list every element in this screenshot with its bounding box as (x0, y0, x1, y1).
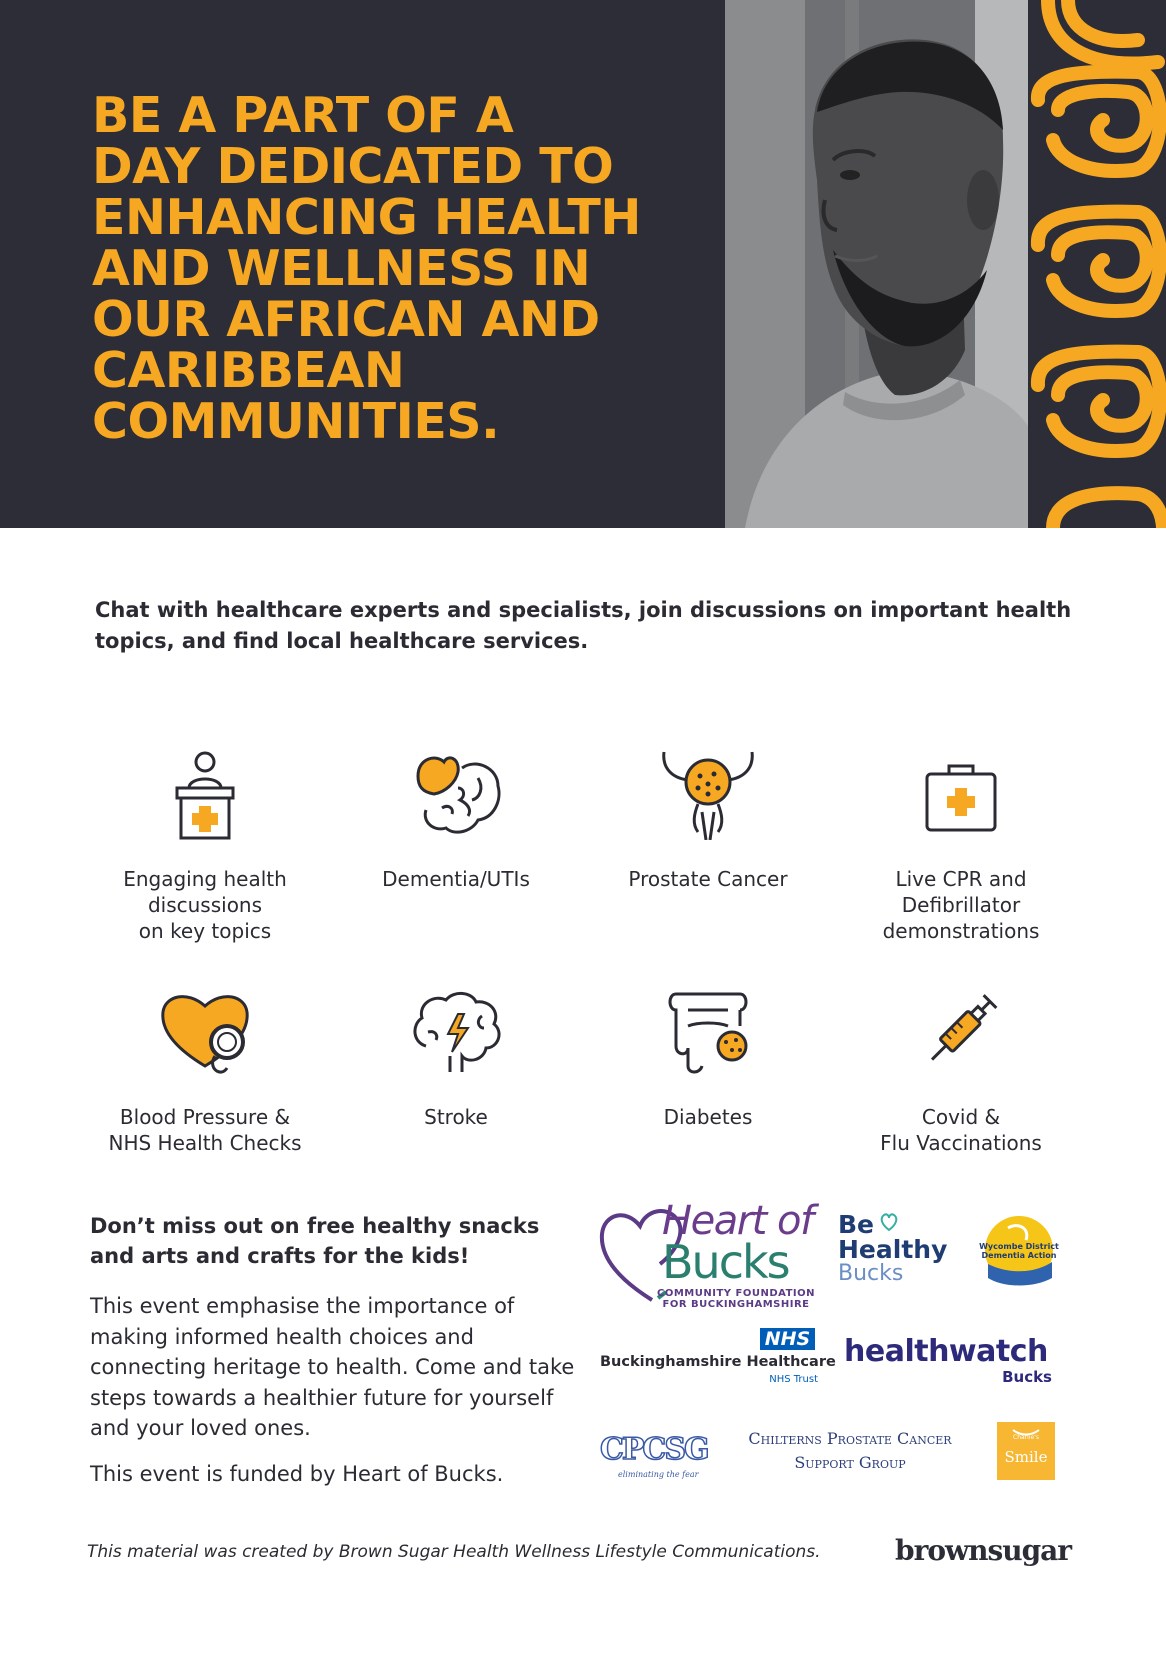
topic-stroke (346, 986, 566, 1130)
charlies-smile-logo (997, 1422, 1055, 1480)
logo-text: Smile (1004, 1448, 1048, 1466)
topic-label: Blood Pressure & NHS Health Checks (108, 1105, 302, 1155)
topic-diabetes (598, 986, 818, 1130)
topic-label: Covid & Flu Vaccinations (880, 1105, 1042, 1155)
prostate-icon (658, 748, 758, 840)
logo-text: Charlie's (1013, 1434, 1039, 1441)
logo-text: Wycombe District (979, 1242, 1059, 1251)
intestine-icon (658, 986, 758, 1078)
topic-label: Dementia/UTIs (382, 867, 530, 891)
logo-text: eliminating the fear (618, 1470, 699, 1479)
topic-prostate-cancer (598, 748, 818, 892)
nhs-badge: NHS (760, 1328, 815, 1350)
cpcsg-logo (600, 1430, 708, 1482)
logo-text: healthwatch (844, 1334, 1048, 1369)
wycombe-dementia-action-logo (978, 1214, 1060, 1286)
logo-text: Support Group (794, 1453, 906, 1472)
logo-text: NHS Trust (769, 1374, 818, 1385)
tribal-pattern (1028, 0, 1166, 528)
presenter-podium-icon (165, 748, 245, 840)
logo-text: Dementia Action (981, 1251, 1057, 1260)
logo-text: CPCSG (600, 1432, 708, 1467)
logo-text: Chilterns Prostate Cancer (748, 1429, 952, 1448)
topic-blood-pressure (95, 986, 315, 1156)
chilterns-prostate-cancer-logo (735, 1428, 965, 1478)
topic-label: Stroke (424, 1105, 488, 1129)
topic-label: Prostate Cancer (628, 867, 788, 891)
footer-credit: This material was created by Brown Sugar Health Wellness Lifestyle Communications. (87, 1542, 821, 1562)
logo-subtitle-line: COMMUNITY FOUNDATION (657, 1288, 815, 1299)
topic-label: Engaging health discussions on key topics (123, 867, 287, 943)
intro-text: Chat with healthcare experts and specialists, join discussions on important health topics, and find local healthcare services. (95, 598, 1072, 653)
logo-subtitle-line: FOR BUCKINGHAMSHIRE (662, 1299, 810, 1310)
topic-cpr-defibrillator (851, 748, 1071, 944)
logo-text: Healthy (838, 1235, 948, 1264)
logo-text: Bucks (662, 1235, 789, 1289)
event-description: This event emphasise the importance of making informed health choices and connecting heritage to health. Come and take steps towards a healthier future for yourself and your loved ones. (90, 1294, 575, 1440)
topic-dementia-utis (346, 748, 566, 892)
topic-label: Live CPR and Defibrillator demonstrations (882, 867, 1040, 943)
topic-vaccinations (851, 986, 1071, 1156)
hero-title: BE A PART OF A DAY DEDICATED TO ENHANCING HEALTH AND WELLNESS IN OUR AFRICAN AND CARIBBEAN COMMUNITIES. (92, 87, 641, 450)
be-healthy-bucks-logo (838, 1212, 948, 1290)
snacks-heading: Don’t miss out on free healthy snacks and arts and crafts for the kids! (90, 1214, 540, 1268)
healthwatch-bucks-logo (844, 1336, 1052, 1388)
topic-engaging-discussions (95, 748, 315, 944)
nhs-buckinghamshire-logo (600, 1326, 836, 1386)
brain-lightning-icon (406, 986, 506, 1078)
hero-photo (725, 0, 1030, 528)
brownsugar-logo: brownsugar (895, 1534, 1072, 1567)
first-aid-kit-icon (921, 748, 1001, 840)
logo-text: Buckinghamshire Healthcare (600, 1354, 836, 1370)
funding-note: This event is funded by Heart of Bucks. (90, 1462, 504, 1486)
syringe-icon (911, 986, 1011, 1078)
brain-puzzle-icon (406, 748, 506, 840)
heart-of-bucks-logo (596, 1200, 816, 1312)
logo-text: Heart of (662, 1198, 813, 1244)
heart-magnifier-icon (155, 986, 255, 1078)
hero-banner (0, 0, 1166, 528)
logo-text-block (978, 1242, 1060, 1260)
topic-label: Diabetes (663, 1105, 753, 1129)
logo-text: Bucks (838, 1261, 904, 1286)
logo-subtitle (656, 1288, 816, 1310)
logo-text: Bucks (1002, 1368, 1052, 1386)
logo-text: Be (838, 1210, 875, 1239)
